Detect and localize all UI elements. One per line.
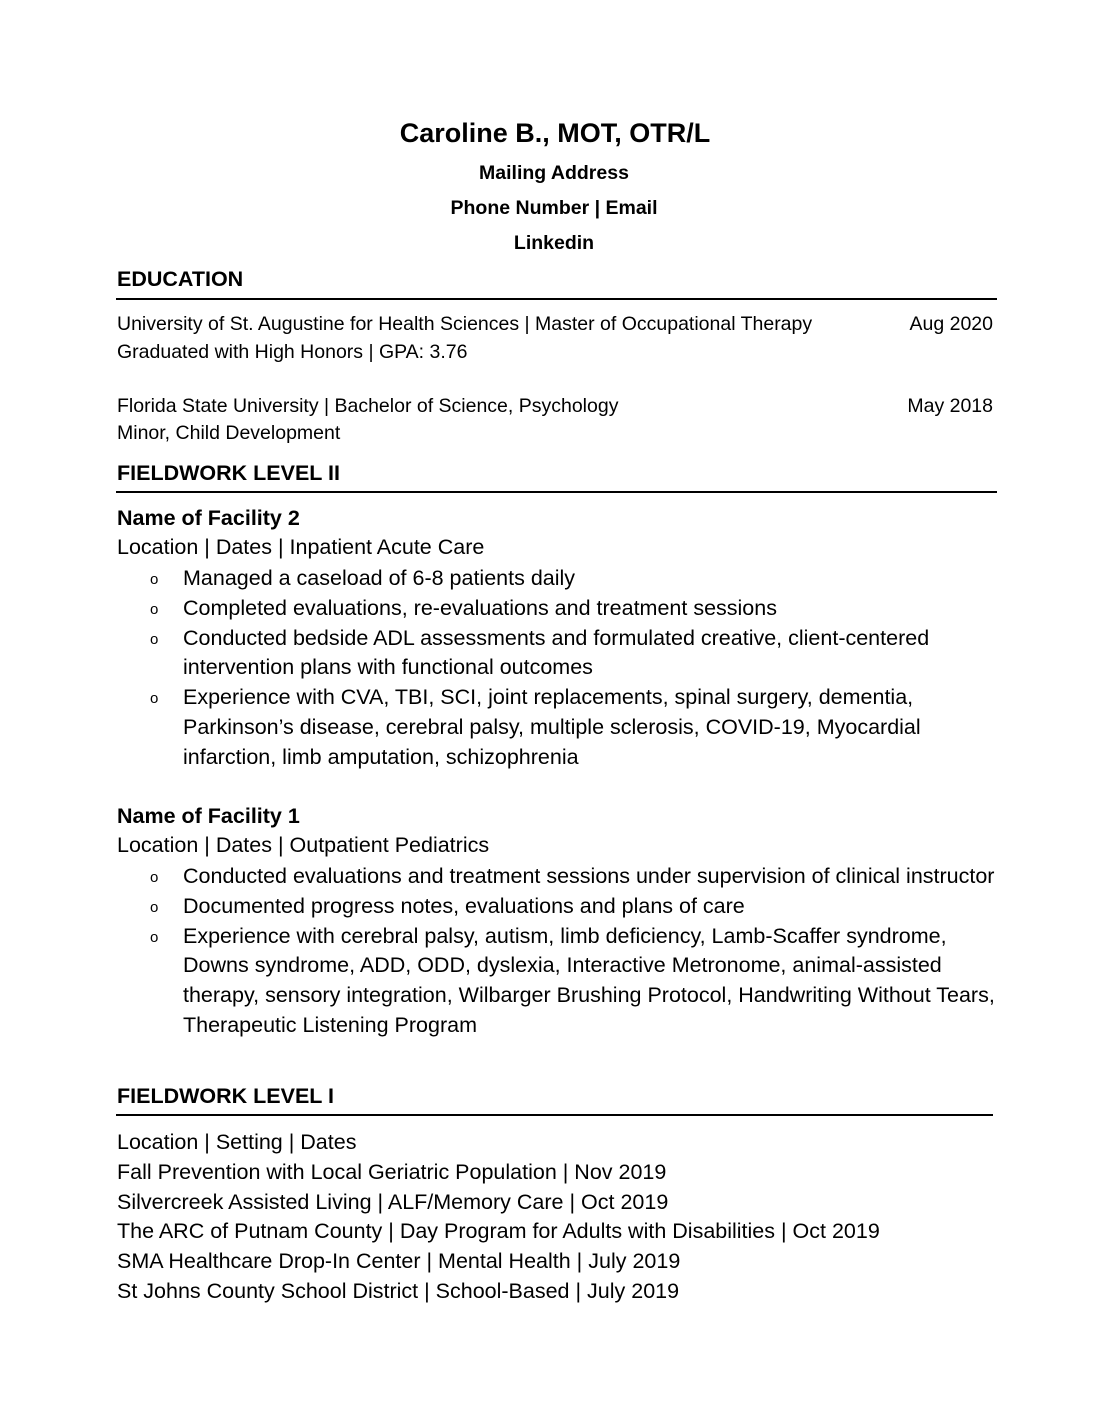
education-entry-2-date: May 2018 bbox=[907, 395, 993, 417]
bullet-text: Experience with cerebral palsy, autism, limb deficiency, Lamb-Scaffer syndrome, Downs syndrome, ADD, ODD, dyslexia, Interactive Metronome, animal-assisted therapy, sensory integration, Wilbarger Brushing Protocol, Handwriting Without Tears, Therapeutic Listening Program bbox=[183, 923, 995, 1037]
education-entry-2-line1: Florida State University | Bachelor of Science, Psychology bbox=[117, 395, 619, 417]
fieldwork-level-1-heading: FIELDWORK LEVEL I bbox=[117, 1084, 334, 1108]
bullet-text: Completed evaluations, re-evaluations and treatment sessions bbox=[183, 595, 777, 620]
list-item: SMA Healthcare Drop-In Center | Mental Health | July 2019 bbox=[117, 1249, 681, 1274]
bullet-text: Documented progress notes, evaluations and plans of care bbox=[183, 893, 745, 918]
list-item: Fall Prevention with Local Geriatric Population | Nov 2019 bbox=[117, 1159, 667, 1184]
bullet-text: Conducted evaluations and treatment sessions under supervision of clinical instructor bbox=[183, 864, 995, 888]
list-item: The ARC of Putnam County | Day Program for Adults with Disabilities | Oct 2019 bbox=[117, 1219, 880, 1244]
bullet-glyph: o bbox=[150, 928, 159, 946]
fieldwork-level-1-list bbox=[117, 1128, 880, 1307]
list-item bbox=[0, 624, 998, 684]
facility-2-name: Name of Facility 2 bbox=[117, 506, 300, 530]
facility-1-name: Name of Facility 1 bbox=[117, 804, 300, 828]
fieldwork-level-2-divider bbox=[116, 491, 997, 493]
bullet-glyph: o bbox=[150, 600, 159, 618]
bullet-glyph: o bbox=[150, 571, 159, 588]
education-entry-2-line2: Minor, Child Development bbox=[117, 422, 341, 444]
list-item bbox=[0, 683, 998, 772]
bullet-glyph: o bbox=[150, 869, 159, 886]
facility-2-meta: Location | Dates | Inpatient Acute Care bbox=[117, 535, 485, 559]
bullet-glyph: o bbox=[150, 630, 159, 648]
list-item: Silvercreek Assisted Living | ALF/Memory Care | Oct 2019 bbox=[117, 1189, 669, 1214]
bullet-glyph: o bbox=[150, 690, 159, 708]
candidate-name: Caroline B., MOT, OTR/L bbox=[399, 118, 711, 148]
list-item bbox=[0, 922, 998, 1041]
education-heading: EDUCATION bbox=[117, 267, 244, 291]
list-item bbox=[0, 862, 998, 892]
fieldwork-level-1-divider bbox=[116, 1114, 993, 1116]
facility-1-bullet-list bbox=[0, 862, 998, 1041]
education-divider bbox=[116, 298, 997, 300]
bullet-text: Experience with CVA, TBI, SCI, joint replacements, spinal surgery, dementia, Parkinson’s disease, cerebral palsy, multiple sclerosis, COVID-19, Myocardial infarction, limb amputation, schizophrenia bbox=[183, 685, 921, 769]
education-entry-1-date: Aug 2020 bbox=[909, 313, 993, 335]
education-entry-1-line2: Graduated with High Honors | GPA: 3.76 bbox=[117, 341, 468, 363]
phone-email: Phone Number | Email bbox=[450, 197, 658, 219]
facility-1-meta: Location | Dates | Outpatient Pediatrics bbox=[117, 833, 490, 857]
linkedin: Linkedin bbox=[513, 232, 595, 254]
list-item: Location | Setting | Dates bbox=[117, 1130, 357, 1154]
bullet-text: Conducted bedside ADL assessments and formulated creative, client-centered intervention plans with functional outcomes bbox=[183, 625, 930, 680]
bullet-text: Managed a caseload of 6-8 patients daily bbox=[183, 566, 576, 590]
education-entry-1-line1: University of St. Augustine for Health Sciences | Master of Occupational Therapy bbox=[117, 313, 813, 335]
bullet-glyph: o bbox=[150, 898, 159, 916]
list-item bbox=[0, 892, 998, 922]
mailing-address: Mailing Address bbox=[479, 162, 629, 184]
list-item: St Johns County School District | School-Based | July 2019 bbox=[117, 1278, 680, 1303]
list-item bbox=[0, 564, 998, 594]
fieldwork-level-2-heading: FIELDWORK LEVEL II bbox=[117, 461, 340, 485]
list-item bbox=[0, 594, 998, 624]
facility-2-bullet-list bbox=[0, 564, 998, 773]
